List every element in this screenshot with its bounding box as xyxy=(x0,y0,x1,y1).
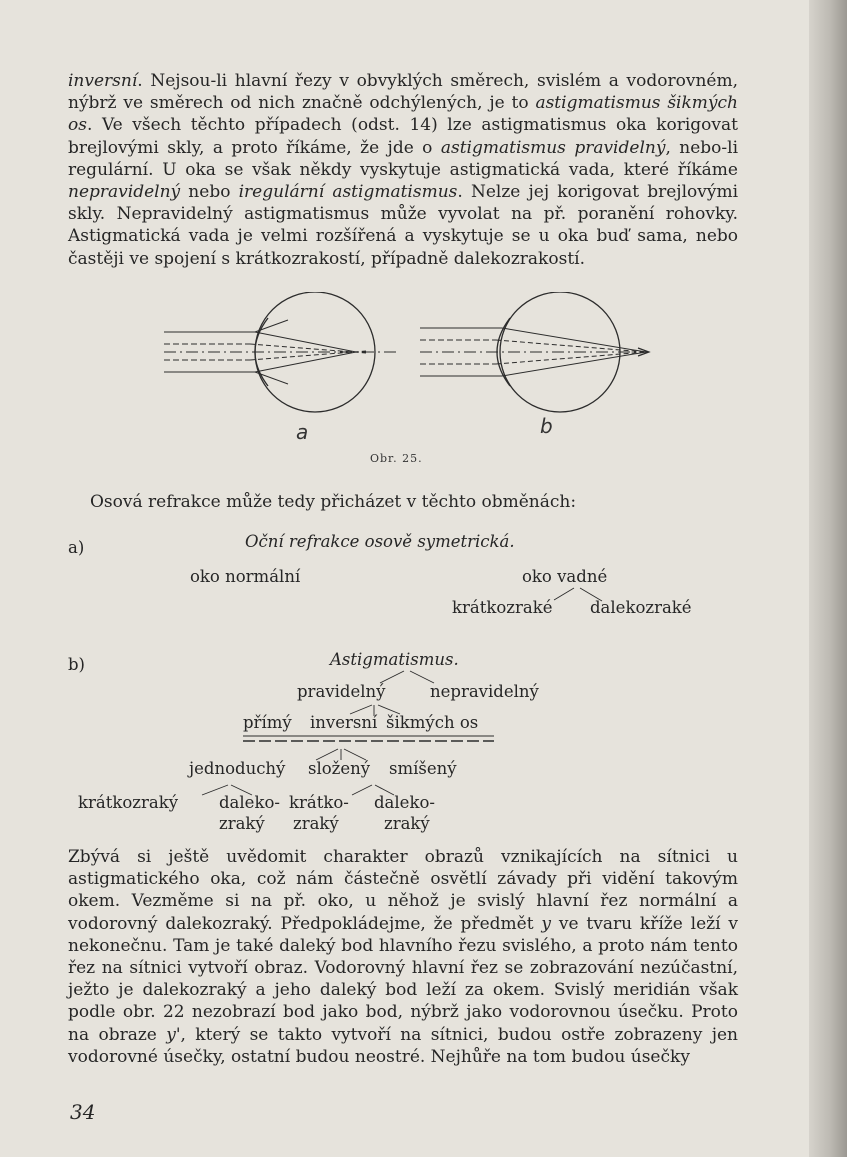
symbol-y: y xyxy=(541,913,551,934)
tree-a-oko-normalni: oko normální xyxy=(190,567,301,586)
paragraph-retina-image xyxy=(68,846,738,1068)
tree-b-daleko-2: daleko- xyxy=(374,793,435,812)
text-run: Zbývá si ještě uvědomit charakter obrazů vznikajících na sítnici u astigmatického oka, což nám částečně osvětlí závady při vidění takovým okem. Vezměme si na př. oko, u něhož je svislý hlavní řez normální a vodorovný dalekozraký. Předpokládejme, že předmět xyxy=(68,847,738,934)
text-run: . Nejsou-li hlavní řezy v obvyklých směrech, svislém a vodorovném, nýbrž ve směrech od nich značně odchýlených, je to xyxy=(68,71,738,114)
figure-caption: Obr. 25. xyxy=(370,452,423,465)
tree-b-sikmych-os: šikmých os xyxy=(386,713,479,732)
tree-b-zraky-1: zraký xyxy=(219,814,265,833)
text-run: ve tvaru kříže leží v nekonečnu. Tam je také daleký bod hlavního řezu svislého, a proto nám tento řez na sítnici vytvoří obraz. Vodorovný hlavní řez se zobrazování nezúčastní, ježto je dalekozraký a jeho daleký bod leží za okem. Svislý meridián však podle obr. 22 nezobrazí bod jako bod, nýbrž jako vodorovnou úsečku. Proto na obraze xyxy=(68,913,738,1045)
figure-label-b: b xyxy=(540,414,553,438)
text-run: . Ve všech těchto případech (odst. 14) lze astigmatismus oka korigovat brejlovými skly, a proto říkáme, že jde o xyxy=(68,115,738,158)
tree-b-pravidelny: pravidelný xyxy=(297,682,386,701)
text-run: . Nelze jej korigovat brejlovými skly. Nepravidelný astigmatismus může vyvolat na př. poranění rohovky. Astigmatická vada je velmi rozšířená a vyskytuje se u oka buď sama, nebo častěji ve spojení s krátkozrakostí, případně dalekozrakostí. xyxy=(68,182,739,269)
tree-b-inversni: inversní xyxy=(310,713,378,732)
figure-label-a: a xyxy=(296,420,309,444)
tree-b-kratkozraky: krátkozraký xyxy=(78,793,179,812)
section-a-marker: a) xyxy=(68,538,85,557)
term-nepravidelny: nepravidelný xyxy=(68,182,181,203)
text-run: nebo xyxy=(180,182,239,203)
term-iregularni: iregulární astigmatismus xyxy=(238,182,458,203)
tree-b-primy: přímý xyxy=(243,713,292,732)
tree-b-zraky-3: zraký xyxy=(384,814,430,833)
section-a-title: Oční refrakce osově symetrická. xyxy=(245,532,515,551)
tree-a-dalekozrake: dalekozraké xyxy=(590,598,692,617)
term-inversni: inversní xyxy=(68,71,138,91)
tree-b-smiseny: smíšený xyxy=(389,759,457,778)
text-run: , nebo-li regulární. U oka se však někdy vyskytuje astigmatická vada, které říkáme xyxy=(68,137,739,180)
tree-b-jednoduchy: jednoduchý xyxy=(189,759,286,778)
symbol-y-prime: y' xyxy=(166,1024,181,1045)
tree-b-zraky-2: zraký xyxy=(293,814,339,833)
section-b-marker: b) xyxy=(68,655,85,674)
tree-a-kratkozrake: krátkozraké xyxy=(452,598,553,617)
tree-a-oko-vadne: oko vadné xyxy=(522,567,608,586)
tree-b-nepravidelny: nepravidelný xyxy=(430,682,539,701)
tree-b-kratko: krátko- xyxy=(289,793,349,812)
section-b-title: Astigmatismus. xyxy=(330,650,459,669)
text-run: , který se takto vytvoří na sítnici, budou ostře zobrazeny jen vodorovné úsečky, ostatní budou neostré. Nejhůře na tom budou úsečky xyxy=(68,1024,739,1067)
term-sikmych-os: astigmatismus šikmých os xyxy=(68,93,738,136)
intro-sentence: Osová refrakce může tedy přicházet v těchto obměnách: xyxy=(90,492,577,512)
term-pravidelny: astigmatismus pravidelný xyxy=(440,137,666,158)
tree-b-daleko-1: daleko- xyxy=(219,793,280,812)
tree-b-slozeny: složený xyxy=(308,759,371,778)
page-number: 34 xyxy=(70,1100,96,1124)
